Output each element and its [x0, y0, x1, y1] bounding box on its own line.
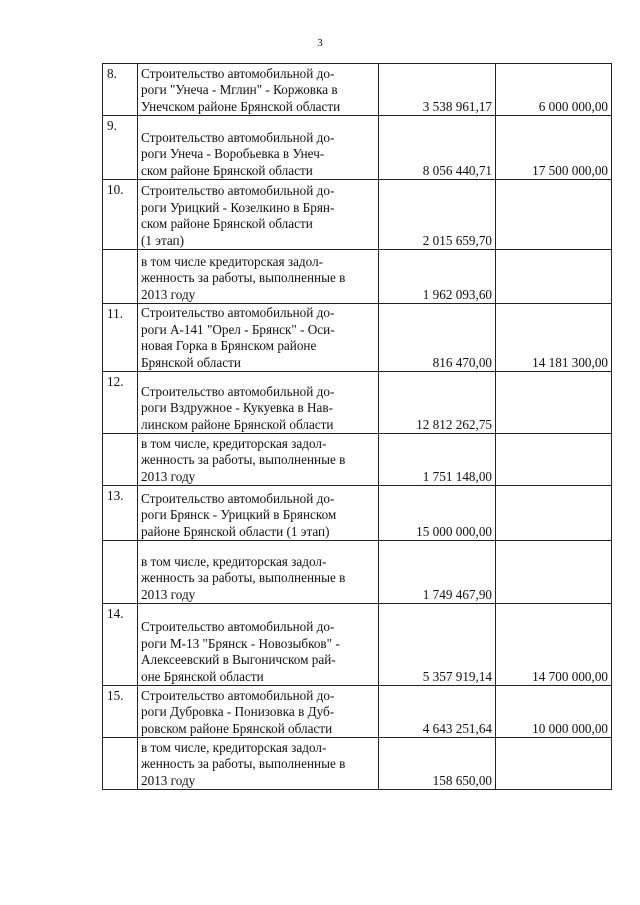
row-description: в том числе кредиторская задол- женность за работы, выполненные в 2013 году	[141, 253, 346, 302]
amount-b-cell	[496, 686, 612, 738]
amount-b-cell	[496, 116, 612, 180]
description-cell	[138, 250, 379, 304]
row-number-cell	[103, 686, 138, 738]
amount-a-cell	[379, 180, 496, 250]
row-description: в том числе, кредиторская задол- женность за работы, выполненные в 2013 году	[141, 553, 346, 602]
amount-a-cell	[379, 486, 496, 541]
amount-b-cell	[496, 64, 612, 116]
amount-a: 15 000 000,00	[416, 523, 492, 539]
amount-a: 816 470,00	[432, 354, 492, 370]
amount-a: 5 357 919,14	[422, 668, 492, 684]
amount-a-cell	[379, 304, 496, 372]
description-cell	[138, 180, 379, 250]
table-row	[103, 486, 612, 541]
amount-b-cell	[496, 486, 612, 541]
amount-b: 14 700 000,00	[532, 668, 608, 684]
amount-b: 14 181 300,00	[532, 354, 608, 370]
row-number: 8.	[107, 66, 117, 81]
amount-b-cell	[496, 604, 612, 686]
description-cell	[138, 541, 379, 604]
description-cell	[138, 64, 379, 116]
amount-b-cell	[496, 541, 612, 604]
row-number: 12.	[107, 374, 124, 389]
row-number-cell	[103, 250, 138, 304]
table-row	[103, 434, 612, 486]
row-number-cell	[103, 180, 138, 250]
row-number: 14.	[107, 606, 124, 621]
amount-a: 1 751 148,00	[422, 468, 492, 484]
table-row	[103, 304, 612, 372]
amount-a: 4 643 251,64	[422, 720, 492, 736]
row-description: Строительство автомобильной до- роги Вздружное - Кукуевка в Нав- линском районе Брянской области	[141, 383, 335, 432]
table-row	[103, 64, 612, 116]
table-row	[103, 686, 612, 738]
description-cell	[138, 686, 379, 738]
amount-b: 10 000 000,00	[532, 720, 608, 736]
table-row	[103, 372, 612, 434]
table-row	[103, 604, 612, 686]
description-cell	[138, 116, 379, 180]
amount-a-cell	[379, 434, 496, 486]
table-row	[103, 541, 612, 604]
row-number: 13.	[107, 488, 124, 503]
table-row	[103, 116, 612, 180]
amount-b-cell	[496, 738, 612, 790]
table-row	[103, 250, 612, 304]
row-number: 10.	[107, 182, 124, 197]
row-number-cell	[103, 738, 138, 790]
amount-a-cell	[379, 250, 496, 304]
amount-a: 8 056 440,71	[422, 162, 492, 178]
description-cell	[138, 604, 379, 686]
row-description: в том числе, кредиторская задол- женность за работы, выполненные в 2013 году	[141, 739, 346, 788]
amount-a-cell	[379, 116, 496, 180]
amount-a: 12 812 262,75	[416, 416, 492, 432]
row-number-cell	[103, 434, 138, 486]
description-cell	[138, 486, 379, 541]
row-description: в том числе, кредиторская задол- женность за работы, выполненные в 2013 году	[141, 435, 346, 484]
amount-a: 158 650,00	[432, 772, 492, 788]
amount-a: 3 538 961,17	[422, 98, 492, 114]
budget-table	[102, 63, 612, 790]
row-number-cell	[103, 541, 138, 604]
amount-a-cell	[379, 604, 496, 686]
row-number: 9.	[107, 118, 117, 133]
row-description: Строительство автомобильной до- роги "Унеча - Мглин" - Коржовка в Унечском районе Брянской области	[141, 65, 341, 114]
amount-b-cell	[496, 434, 612, 486]
page-number: 3	[317, 37, 323, 49]
amount-a-cell	[379, 738, 496, 790]
row-description: Строительство автомобильной до- роги А-141 "Орел - Брянск" - Оси- новая Горка в Брянском районе Брянской области	[141, 305, 335, 370]
amount-a-cell	[379, 686, 496, 738]
row-number: 11.	[107, 306, 123, 321]
row-number-cell	[103, 604, 138, 686]
description-cell	[138, 304, 379, 372]
amount-a: 2 015 659,70	[422, 232, 492, 248]
description-cell	[138, 738, 379, 790]
description-cell	[138, 372, 379, 434]
amount-a: 1 749 467,90	[422, 586, 492, 602]
row-description: Строительство автомобильной до- роги Унеча - Воробьевка в Унеч- ском районе Брянской области	[141, 129, 335, 178]
row-number-cell	[103, 304, 138, 372]
amount-b: 6 000 000,00	[538, 98, 608, 114]
amount-b-cell	[496, 372, 612, 434]
description-cell	[138, 434, 379, 486]
row-number-cell	[103, 372, 138, 434]
amount-b-cell	[496, 304, 612, 372]
row-description: Строительство автомобильной до- роги Урицкий - Козелкино в Брян- ском районе Брянской области (1 этап)	[141, 183, 335, 248]
amount-a-cell	[379, 372, 496, 434]
row-description: Строительство автомобильной до- роги Дубровка - Понизовка в Дуб- ровском районе Брянской области	[141, 687, 335, 736]
amount-b-cell	[496, 250, 612, 304]
table-row	[103, 180, 612, 250]
amount-b: 17 500 000,00	[532, 162, 608, 178]
row-number-cell	[103, 64, 138, 116]
row-number: 15.	[107, 688, 124, 703]
row-description: Строительство автомобильной до- роги Брянск - Урицкий в Брянском районе Брянской области (1 этап)	[141, 490, 337, 539]
row-description: Строительство автомобильной до- роги М-13 "Брянск - Новозыбков" - Алексеевский в Выгоничском рай- оне Брянской области	[141, 619, 340, 684]
amount-b-cell	[496, 180, 612, 250]
amount-a: 1 962 093,60	[422, 286, 492, 302]
table-row	[103, 738, 612, 790]
row-number-cell	[103, 486, 138, 541]
amount-a-cell	[379, 541, 496, 604]
row-number-cell	[103, 116, 138, 180]
amount-a-cell	[379, 64, 496, 116]
